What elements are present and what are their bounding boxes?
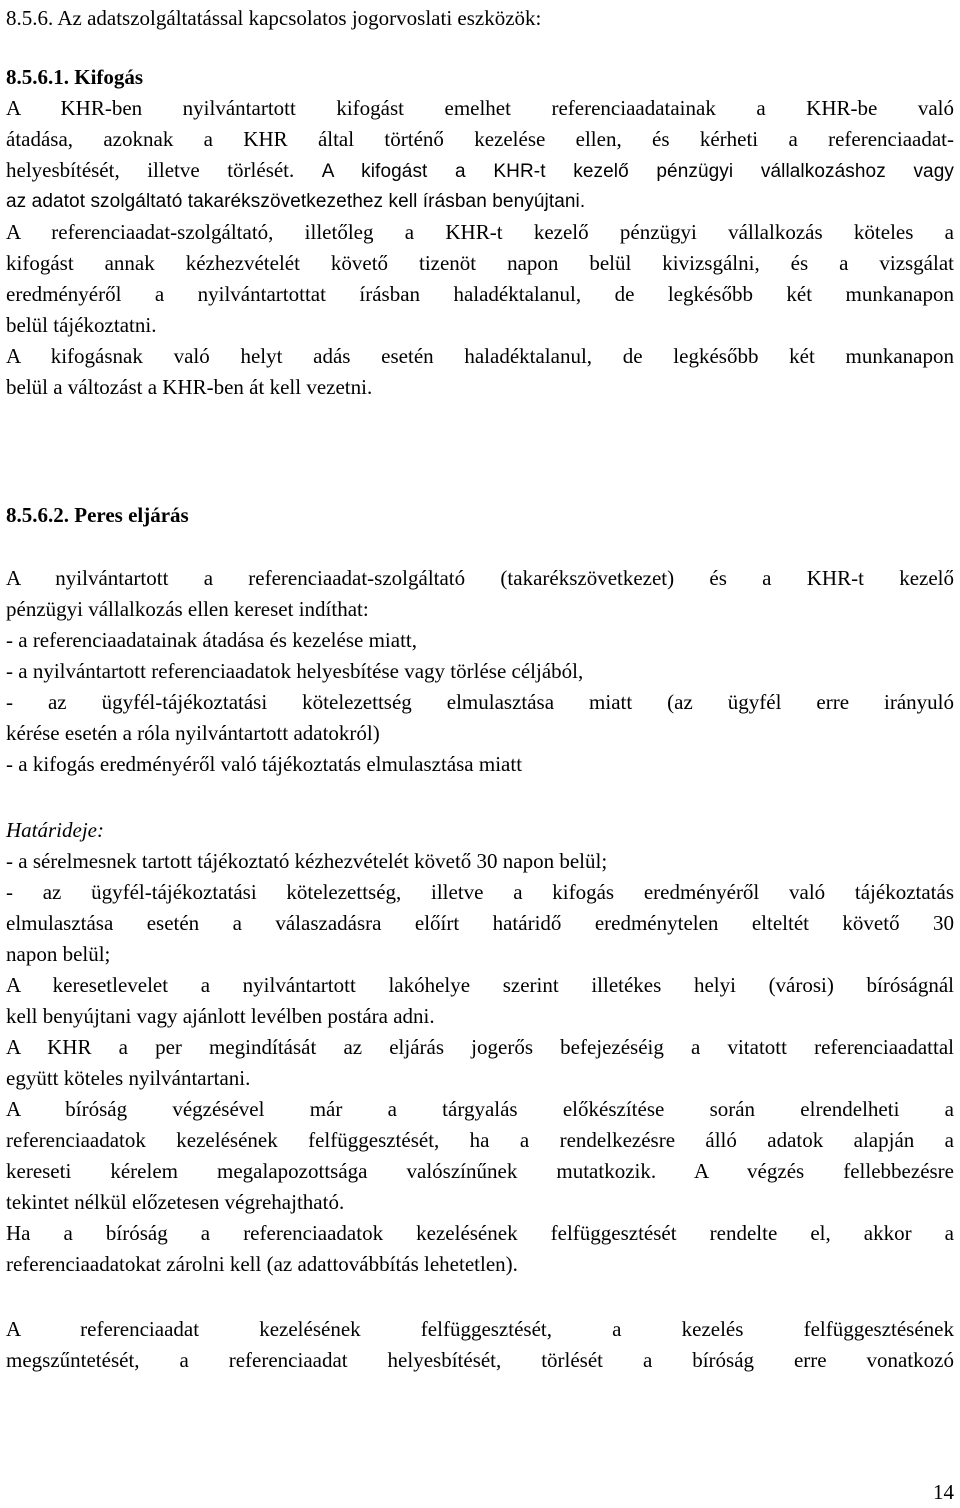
deadline-label: Határideje: — [6, 818, 104, 842]
lock-line: Ha a bíróság a referenciaadatok kezelésének felfüggesztését rendelte el, akkor a — [6, 1221, 954, 1245]
section-heading: 8.5.6. Az adatszolgáltatással kapcsolatos jogorvoslati eszközök: — [6, 6, 542, 30]
page-number: 14 — [933, 1480, 954, 1504]
final-line: A referenciaadat kezelésének felfüggesztését, a kezelés felfüggesztésének — [6, 1317, 954, 1341]
peres-intro-line: A nyilvántartott a referenciaadat-szolgáltató (takarékszövetkezet) és a KHR-t kezelő — [6, 566, 954, 590]
kifogas-para1-line3-part1: helyesbítését, illetve törlését. — [6, 158, 322, 182]
kifogas-para2-line: eredményéről a nyilvántartottat írásban haladéktalanul, de legkésőbb két munkanapon — [6, 282, 954, 306]
suspend-line: kereseti kérelem megalapozottsága valószínűnek mutatkozik. A végzés fellebbezésre — [6, 1159, 954, 1183]
kifogas-para1-line: az adatot szolgáltató takarékszövetkezethez kell írásban benyújtani. — [6, 191, 586, 212]
kifogas-para1-line — [6, 155, 954, 186]
khr-line: A KHR a per megindítását az eljárás jogerős befejezéséig a vitatott referenciaadattal — [6, 1035, 954, 1059]
peres-list-item: - a nyilvántartott referenciaadatok helyesbítése vagy törlése céljából, — [6, 659, 584, 683]
kifogas-para2-line: kifogást annak kézhezvételét követő tizenöt napon belül kivizsgálni, és a vizsgálat — [6, 251, 954, 275]
peres-title: 8.5.6.2. Peres eljárás — [6, 503, 189, 527]
deadline-item: - az ügyfél-tájékoztatási kötelezettség, illetve a kifogás eredményéről való tájékoztatás — [6, 880, 954, 904]
court-line: kell benyújtani vagy ajánlott levélben postára adni. — [6, 1004, 435, 1028]
lock-line: referenciaadatokat zárolni kell (az adattovábbítás lehetetlen). — [6, 1252, 518, 1276]
court-line: A keresetlevelet a nyilvántartott lakóhelye szerint illetékes helyi (városi) bíróságnál — [6, 973, 954, 997]
peres-section — [6, 563, 954, 780]
kifogas-para3-line: A kifogásnak való helyt adás esetén haladéktalanul, de legkésőbb két munkanapon — [6, 344, 954, 368]
peres-list-item: kérése esetén a róla nyilvántartott adatokról) — [6, 721, 380, 745]
kifogas-para2-line: belül tájékoztatni. — [6, 313, 157, 337]
peres-list-item: - a kifogás eredményéről való tájékoztatás elmulasztása miatt — [6, 752, 523, 776]
khr-line: együtt köteles nyilvántartani. — [6, 1066, 251, 1090]
kifogas-para1-line: A KHR-ben nyilvántartott kifogást emelhet referenciaadatainak a KHR-be való — [6, 96, 954, 120]
deadline-item: napon belül; — [6, 942, 111, 966]
peres-intro-line: pénzügyi vállalkozás ellen kereset indíthat: — [6, 597, 369, 621]
deadline-item: elmulasztása esetén a válaszadásra előírt határidő eredménytelen elteltét követő 30 — [6, 911, 954, 935]
peres-list-item: - az ügyfél-tájékoztatási kötelezettség elmulasztása miatt (az ügyfél erre irányuló — [6, 690, 954, 714]
peres-title-block — [6, 500, 954, 531]
peres-list-item: - a referenciaadatainak átadása és kezelése miatt, — [6, 628, 417, 652]
suspend-line: referenciaadatok kezelésének felfüggesztését, ha a rendelkezésre álló adatok alapján a — [6, 1128, 954, 1152]
suspend-line: A bíróság végzésével már a tárgyalás előkészítése során elrendelheti a — [6, 1097, 954, 1121]
deadline-section — [6, 815, 954, 1280]
kifogas-para3-line: belül a változást a KHR-ben át kell vezetni. — [6, 375, 373, 399]
final-section — [6, 1314, 954, 1376]
final-line: megszűntetését, a referenciaadat helyesbítését, törlését a bíróság erre vonatkozó — [6, 1348, 954, 1372]
kifogas-para1-line: átadása, azoknak a KHR által történő kezelése ellen, és kérheti a referenciaadat- — [6, 127, 954, 151]
kifogas-para2-line: A referenciaadat-szolgáltató, illetőleg a KHR-t kezelő pénzügyi vállalkozás köteles a — [6, 220, 954, 244]
deadline-item: - a sérelmesnek tartott tájékoztató kézhezvételét követő 30 napon belül; — [6, 849, 608, 873]
kifogas-para1-line3-part2: A kifogást a KHR-t kezelő pénzügyi vállalkozáshoz vagy — [321, 161, 954, 182]
suspend-line: tekintet nélkül előzetesen végrehajtható. — [6, 1190, 345, 1214]
kifogas-section — [6, 62, 954, 403]
kifogas-title: 8.5.6.1. Kifogás — [6, 65, 144, 89]
